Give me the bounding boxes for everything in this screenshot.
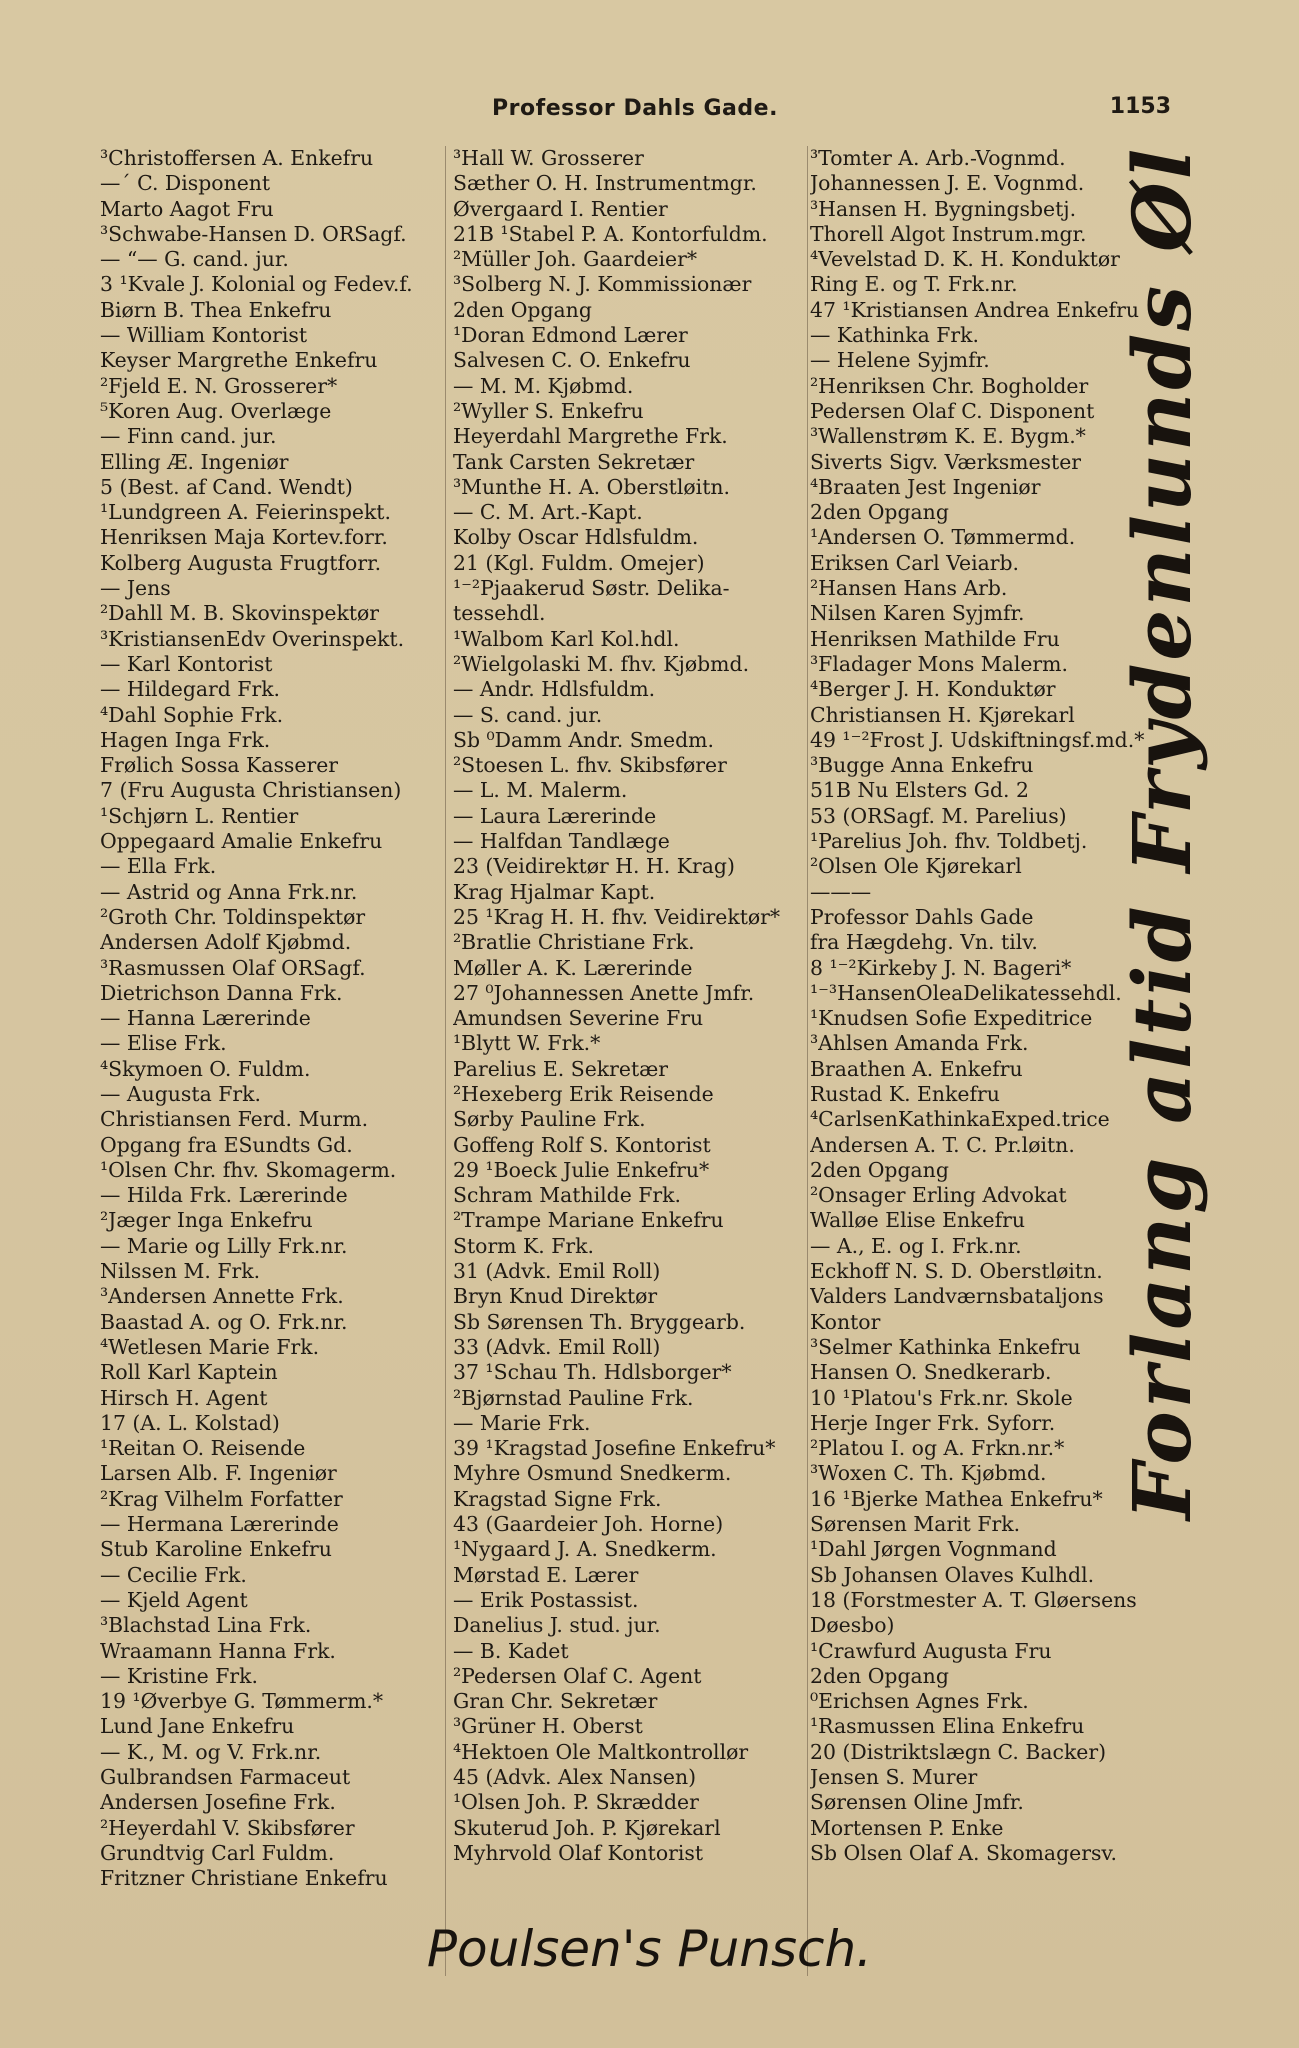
- directory-entry: Møller A. K. Lærerinde: [453, 955, 693, 980]
- directory-entry: Skuterud Joh. P. Kjørekarl: [453, 1815, 721, 1840]
- directory-entry: 18 (Forstmester A. T. Gløersens: [810, 1587, 1137, 1612]
- directory-entry: — B. Kadet: [453, 1638, 569, 1663]
- directory-entry: ²Onsager Erling Advokat: [810, 1183, 1067, 1208]
- directory-entry: ⁴Hektoen Ole Maltkontrollør: [453, 1739, 749, 1764]
- directory-entry: — M. M. Kjøbmd.: [453, 373, 634, 398]
- directory-entry: ²Platou I. og A. Frkn.nr.*: [810, 1436, 1065, 1461]
- directory-entry: Hagen Inga Frk.: [100, 727, 271, 752]
- directory-entry: Opgang fra ESundts Gd.: [100, 1132, 353, 1157]
- directory-entry: Larsen Alb. F. Ingeniør: [100, 1461, 337, 1486]
- directory-entry: ³Bugge Anna Enkefru: [810, 753, 1034, 778]
- directory-entry: — Finn cand. jur.: [100, 424, 277, 449]
- directory-entry: ⁴Berger J. H. Konduktør: [810, 677, 1056, 702]
- directory-entry: Heyerdahl Margrethe Frk.: [453, 424, 728, 449]
- directory-entry: Walløe Elise Enkefru: [810, 1208, 1026, 1233]
- directory-entry: Amundsen Severine Fru: [453, 1006, 704, 1031]
- directory-entry: Døesbo): [810, 1613, 895, 1638]
- directory-entry: 29 ¹Boeck Julie Enkefru*: [453, 1157, 710, 1182]
- directory-entry: ¹Olsen Chr. fhv. Skomagerm.: [100, 1157, 397, 1182]
- directory-entry: ²Groth Chr. Toldinspektør: [100, 904, 366, 929]
- directory-entry: —´ C. Disponent: [100, 171, 271, 196]
- directory-entry: — Augusta Frk.: [100, 1081, 261, 1106]
- directory-entry: Eriksen Carl Veiarb.: [810, 550, 1020, 575]
- directory-entry: — Helene Syjmfr.: [810, 348, 990, 373]
- directory-entry: Thorell Algot Instrum.mgr.: [810, 221, 1087, 246]
- directory-entry: 8 ¹⁻²Kirkeby J. N. Bageri*: [810, 955, 1072, 980]
- directory-entry: ³KristiansenEdv Overinspekt.: [100, 626, 405, 651]
- directory-entry: ⁴CarlsenKathinkaExped.trice: [810, 1107, 1110, 1132]
- column-1: [100, 146, 440, 1891]
- directory-entry: Biørn B. Thea Enkefru: [100, 297, 332, 322]
- directory-entry: 47 ¹Kristiansen Andrea Enkefru: [810, 297, 1139, 322]
- directory-entry: 5 (Best. af Cand. Wendt): [100, 474, 353, 499]
- directory-entry: Krag Hjalmar Kapt.: [453, 879, 656, 904]
- directory-entry: — Kathinka Frk.: [810, 323, 979, 348]
- directory-entry: Nilssen M. Frk.: [100, 1259, 261, 1284]
- directory-entry: Storm K. Frk.: [453, 1233, 594, 1258]
- directory-entry: Sb ⁰Damm Andr. Smedm.: [453, 727, 714, 752]
- column-2: [453, 146, 813, 1866]
- directory-entry: — C. M. Art.-Kapt.: [453, 500, 643, 525]
- directory-entry: Myhre Osmund Snedkerm.: [453, 1461, 732, 1486]
- directory-entry: ¹Crawfurd Augusta Fru: [810, 1638, 1052, 1663]
- directory-entry: ⁰Erichsen Agnes Frk.: [810, 1689, 1029, 1714]
- directory-entry: 51B Nu Elsters Gd. 2: [810, 778, 1029, 803]
- directory-entry: Andersen A. T. C. Pr.løitn.: [810, 1132, 1075, 1157]
- directory-entry: — A., E. og I. Frk.nr.: [810, 1233, 1022, 1258]
- directory-entry: ¹Knudsen Sofie Expeditrice: [810, 1006, 1093, 1031]
- directory-entry: Nilsen Karen Syjmfr.: [810, 601, 1025, 626]
- directory-entry: Sørensen Marit Frk.: [810, 1512, 1021, 1537]
- directory-entry: Henriksen Mathilde Fru: [810, 626, 1060, 651]
- directory-entry: — S. cand. jur.: [453, 702, 603, 727]
- directory-entry: Mørstad E. Lærer: [453, 1562, 639, 1587]
- directory-entry: 49 ¹⁻²Frost J. Udskiftningsf.md.*: [810, 727, 1145, 752]
- directory-entry: Professor Dahls Gade: [810, 904, 1034, 929]
- directory-entry: 2den Opgang: [810, 1157, 949, 1182]
- directory-entry: Sæther O. H. Instrumentmgr.: [453, 171, 757, 196]
- directory-entry: ²Bjørnstad Pauline Frk.: [453, 1385, 694, 1410]
- directory-entry: Jensen S. Murer: [810, 1765, 978, 1789]
- directory-entry: — Erik Postassist.: [453, 1587, 639, 1612]
- directory-entry: Wraamann Hanna Frk.: [100, 1638, 336, 1663]
- directory-entry: 17 (A. L. Kolstad): [100, 1410, 280, 1435]
- directory-entry: ²Henriksen Chr. Bogholder: [810, 373, 1089, 398]
- directory-entry: ³Tomter A. Arb.-Vognmd.: [810, 146, 1066, 170]
- directory-entry: ²Wyller S. Enkefru: [453, 398, 644, 423]
- directory-entry: ⁵Koren Aug. Overlæge: [100, 398, 332, 423]
- directory-entry: — Hanna Lærerinde: [100, 1006, 311, 1031]
- directory-entry: Schram Mathilde Frk.: [453, 1183, 681, 1208]
- directory-entry: Sb Johansen Olaves Kulhdl.: [810, 1562, 1095, 1587]
- directory-entry: ³Solberg N. J. Kommissionær: [453, 272, 752, 297]
- directory-entry: — Cecilie Frk.: [100, 1562, 247, 1587]
- directory-entry: Pedersen Olaf C. Disponent: [810, 398, 1095, 423]
- directory-entry: — Hildegard Frk.: [100, 677, 281, 702]
- directory-entry: Stub Karoline Enkefru: [100, 1537, 332, 1562]
- directory-entry: — Marie Frk.: [453, 1410, 591, 1435]
- directory-entry: — Andr. Hdlsfuldm.: [453, 677, 656, 702]
- directory-entry: Baastad A. og O. Frk.nr.: [100, 1309, 348, 1334]
- directory-entry: 53 (ORSagf. M. Parelius): [810, 803, 1067, 828]
- directory-entry: ———: [810, 879, 872, 904]
- directory-entry: — Elise Frk.: [100, 1031, 227, 1056]
- directory-entry: ³Wallenstrøm K. E. Bygm.*: [810, 424, 1086, 449]
- directory-entry: Myhrvold Olaf Kontorist: [453, 1840, 704, 1865]
- directory-entry: ²Wielgolaski M. fhv. Kjøbmd.: [453, 651, 750, 676]
- directory-entry: Andersen Adolf Kjøbmd.: [100, 930, 352, 955]
- directory-entry: Frølich Sossa Kasserer: [100, 753, 339, 778]
- directory-entry: 2den Opgang: [810, 1663, 949, 1688]
- directory-entry: Kragstad Signe Frk.: [453, 1486, 662, 1511]
- directory-entry: Bryn Knud Direktør: [453, 1284, 658, 1309]
- directory-entry: Andersen Josefine Frk.: [100, 1790, 336, 1815]
- directory-entry: ³Ahlsen Amanda Frk.: [810, 1031, 1029, 1056]
- directory-entry: — Kristine Frk.: [100, 1663, 258, 1688]
- directory-entry: ²Heyerdahl V. Skibsfører: [100, 1815, 355, 1840]
- directory-entry: ³Christoffersen A. Enkefru: [100, 146, 374, 170]
- directory-entry: — “— G. cand. jur.: [100, 247, 289, 272]
- directory-entry: Gulbrandsen Farmaceut: [100, 1765, 351, 1789]
- directory-entry: ³Grüner H. Oberst: [453, 1714, 643, 1739]
- directory-entry: ¹Andersen O. Tømmermd.: [810, 525, 1076, 550]
- directory-entry: 7 (Fru Augusta Christiansen): [100, 778, 402, 803]
- directory-entry: ¹⁻³HansenOleaDelikatessehdl.: [810, 980, 1122, 1005]
- directory-entry: Hansen O. Snedkerarb.: [810, 1360, 1052, 1385]
- directory-entry: Ring E. og T. Frk.nr.: [810, 272, 1018, 297]
- directory-entry: Mortensen P. Enke: [810, 1815, 1004, 1840]
- directory-entry: ¹Olsen Joh. P. Skrædder: [453, 1790, 699, 1815]
- directory-entry: 3 ¹Kvale J. Kolonial og Fedev.f.: [100, 272, 413, 297]
- directory-entry: — Marie og Lilly Frk.nr.: [100, 1233, 348, 1258]
- directory-entry: 21 (Kgl. Fuldm. Omejer): [453, 550, 705, 575]
- directory-entry: Tank Carsten Sekretær: [453, 449, 695, 474]
- directory-entry: Henriksen Maja Kortev.forr.: [100, 525, 388, 550]
- directory-entry: Keyser Margrethe Enkefru: [100, 348, 378, 373]
- directory-entry: ²Stoesen L. fhv. Skibsfører: [453, 753, 727, 778]
- directory-entry: Danelius J. stud. jur.: [453, 1613, 661, 1638]
- directory-entry: ²Krag Vilhelm Forfatter: [100, 1486, 343, 1511]
- directory-entry: Oppegaard Amalie Enkefru: [100, 829, 383, 854]
- directory-entry: Goffeng Rolf S. Kontorist: [453, 1132, 711, 1157]
- directory-entry: ³Schwabe-Hansen D. ORSagf.: [100, 221, 407, 246]
- directory-entry: 33 (Advk. Emil Roll): [453, 1334, 661, 1359]
- directory-entry: ²Hexeberg Erik Reisende: [453, 1081, 714, 1106]
- directory-entry: ²Trampe Mariane Enkefru: [453, 1208, 724, 1233]
- directory-entry: Christiansen H. Kjørekarl: [810, 702, 1075, 727]
- directory-entry: Lund Jane Enkefru: [100, 1714, 295, 1739]
- directory-entry: Braathen A. Enkefru: [810, 1056, 1023, 1081]
- directory-entry: ¹Nygaard J. A. Snedkerm.: [453, 1537, 717, 1562]
- directory-entry: — Kjeld Agent: [100, 1587, 248, 1612]
- directory-entry: ¹⁻²Pjaakerud Søstr. Delika-: [453, 576, 730, 601]
- directory-entry: Dietrichson Danna Frk.: [100, 980, 343, 1005]
- directory-entry: 43 (Gaardeier Joh. Horne): [453, 1512, 724, 1537]
- directory-entry: — Astrid og Anna Frk.nr.: [100, 879, 358, 904]
- directory-entry: Parelius E. Sekretær: [453, 1056, 669, 1081]
- directory-entry: ¹Rasmussen Elina Enkefru: [810, 1714, 1085, 1739]
- directory-entry: Sørensen Oline Jmfr.: [810, 1790, 1024, 1815]
- directory-entry: ⁴Vevelstad D. K. H. Konduktør: [810, 247, 1120, 272]
- page-number: 1153: [1109, 94, 1171, 119]
- directory-entry: ¹Walbom Karl Kol.hdl.: [453, 626, 680, 651]
- directory-entry: ²Hansen Hans Arb.: [810, 576, 1008, 601]
- directory-entry: ³Andersen Annette Frk.: [100, 1284, 344, 1309]
- directory-entry: ¹Lundgreen A. Feierinspekt.: [100, 500, 391, 525]
- directory-entry: Sørby Pauline Frk.: [453, 1107, 646, 1132]
- directory-entry: 25 ¹Krag H. H. fhv. Veidirektør*: [453, 904, 781, 929]
- directory-entry: 45 (Advk. Alex Nansen): [453, 1765, 697, 1789]
- directory-entry: — Hilda Frk. Lærerinde: [100, 1183, 348, 1208]
- directory-entry: ⁴Braaten Jest Ingeniør: [810, 474, 1041, 499]
- directory-entry: Johannessen J. E. Vognmd.: [810, 171, 1085, 196]
- directory-entry: 21B ¹Stabel P. A. Kontorfuldm.: [453, 221, 768, 246]
- directory-entry: ²Olsen Ole Kjørekarl: [810, 854, 1022, 879]
- directory-entry: ¹Schjørn L. Rentier: [100, 803, 299, 828]
- directory-entry: 31 (Advk. Emil Roll): [453, 1259, 661, 1284]
- directory-entry: ⁴Skymoen O. Fuldm.: [100, 1056, 311, 1081]
- directory-entry: Christiansen Ferd. Murm.: [100, 1107, 369, 1132]
- directory-entry: — Halfdan Tandlæge: [453, 829, 670, 854]
- directory-entry: — Ella Frk.: [100, 854, 217, 879]
- directory-entry: ³Hansen H. Bygningsbetj.: [810, 196, 1077, 221]
- directory-entry: Herje Inger Frk. Syforr.: [810, 1410, 1056, 1435]
- directory-entry: Elling Æ. Ingeniør: [100, 449, 289, 474]
- directory-entry: Kolberg Augusta Frugtforr.: [100, 550, 382, 575]
- directory-entry: Sb Olsen Olaf A. Skomagersv.: [810, 1840, 1118, 1865]
- directory-entry: Sb Sørensen Th. Bryggearb.: [453, 1309, 746, 1334]
- directory-entry: ⁴Wetlesen Marie Frk.: [100, 1334, 320, 1359]
- directory-entry: fra Hægdehg. Vn. tilv.: [810, 930, 1038, 955]
- directory-entry: 2den Opgang: [453, 297, 592, 322]
- directory-entry: ²Fjeld E. N. Grosserer*: [100, 373, 338, 398]
- directory-entry: 2den Opgang: [810, 500, 949, 525]
- directory-entry: — Jens: [100, 576, 171, 601]
- directory-entry: Kolby Oscar Hdlsfuldm.: [453, 525, 699, 550]
- directory-entry: ²Müller Joh. Gaardeier*: [453, 247, 698, 272]
- directory-entry: — Karl Kontorist: [100, 651, 273, 676]
- directory-entry: tessehdl.: [453, 601, 546, 626]
- directory-entry: 37 ¹Schau Th. Hdlsborger*: [453, 1360, 732, 1385]
- directory-entry: Roll Karl Kaptein: [100, 1360, 278, 1385]
- directory-entry: ³Hall W. Grosserer: [453, 146, 644, 170]
- directory-entry: Hirsch H. Agent: [100, 1385, 268, 1410]
- directory-entry: ²Bratlie Christiane Frk.: [453, 930, 695, 955]
- directory-entry: ³Fladager Mons Malerm.: [810, 651, 1068, 676]
- directory-entry: ¹Parelius Joh. fhv. Toldbetj.: [810, 829, 1088, 854]
- directory-entry: ²Jæger Inga Enkefru: [100, 1208, 313, 1233]
- directory-entry: ³Selmer Kathinka Enkefru: [810, 1334, 1081, 1359]
- directory-entry: Rustad K. Enkefru: [810, 1081, 1000, 1106]
- directory-entry: ¹Dahl Jørgen Vognmand: [810, 1537, 1057, 1562]
- bottom-advertisement: Poulsen's Punsch.: [426, 1920, 873, 1978]
- column-divider: [445, 146, 446, 1976]
- directory-entry: 27 ⁰Johannessen Anette Jmfr.: [453, 980, 755, 1005]
- directory-entry: ³Woxen C. Th. Kjøbmd.: [810, 1461, 1047, 1486]
- directory-entry: Øvergaard I. Rentier: [453, 196, 668, 221]
- directory-entry: — Laura Lærerinde: [453, 803, 657, 828]
- directory-entry: 19 ¹Øverbye G. Tømmerm.*: [100, 1689, 384, 1714]
- directory-entry: 23 (Veidirektør H. H. Krag): [453, 854, 735, 879]
- directory-entry: Eckhoff N. S. D. Oberstløitn.: [810, 1259, 1103, 1284]
- directory-entry: 16 ¹Bjerke Mathea Enkefru*: [810, 1486, 1103, 1511]
- directory-entry: ¹Doran Edmond Lærer: [453, 323, 688, 348]
- directory-entry: ³Blachstad Lina Frk.: [100, 1613, 312, 1638]
- directory-entry: Salvesen C. O. Enkefru: [453, 348, 691, 373]
- directory-entry: Gran Chr. Sekretær: [453, 1689, 658, 1714]
- directory-entry: Marto Aagot Fru: [100, 196, 274, 221]
- page-header-title: Professor Dahls Gade.: [492, 96, 778, 121]
- directory-entry: ³Rasmussen Olaf ORSagf.: [100, 955, 366, 980]
- vertical-advertisement: Forlang altid Frydenlunds Øl: [1115, 145, 1209, 1520]
- directory-entry: 10 ¹Platou's Frk.nr. Skole: [810, 1385, 1073, 1410]
- directory-entry: Grundtvig Carl Fuldm.: [100, 1840, 335, 1865]
- directory-entry: ³Munthe H. A. Oberstløitn.: [453, 474, 730, 499]
- directory-entry: 20 (Distriktslægn C. Backer): [810, 1739, 1107, 1764]
- column-divider: [807, 146, 808, 1976]
- directory-entry: Kontor: [810, 1309, 881, 1334]
- directory-entry: — William Kontorist: [100, 323, 308, 348]
- directory-entry: ²Pedersen Olaf C. Agent: [453, 1663, 702, 1688]
- directory-entry: 39 ¹Kragstad Josefine Enkefru*: [453, 1436, 776, 1461]
- directory-entry: — Hermana Lærerinde: [100, 1512, 339, 1537]
- directory-entry: — K., M. og V. Frk.nr.: [100, 1739, 322, 1764]
- directory-entry: ¹Reitan O. Reisende: [100, 1436, 306, 1461]
- directory-entry: Siverts Sigv. Værksmester: [810, 449, 1082, 474]
- directory-entry: Fritzner Christiane Enkefru: [100, 1866, 388, 1891]
- directory-entry: ⁴Dahl Sophie Frk.: [100, 702, 284, 727]
- directory-entry: ¹Blytt W. Frk.*: [453, 1031, 601, 1056]
- directory-entry: — L. M. Malerm.: [453, 778, 628, 803]
- directory-entry: Valders Landværnsbataljons: [810, 1284, 1104, 1309]
- directory-entry: ²Dahll M. B. Skovinspektør: [100, 601, 380, 626]
